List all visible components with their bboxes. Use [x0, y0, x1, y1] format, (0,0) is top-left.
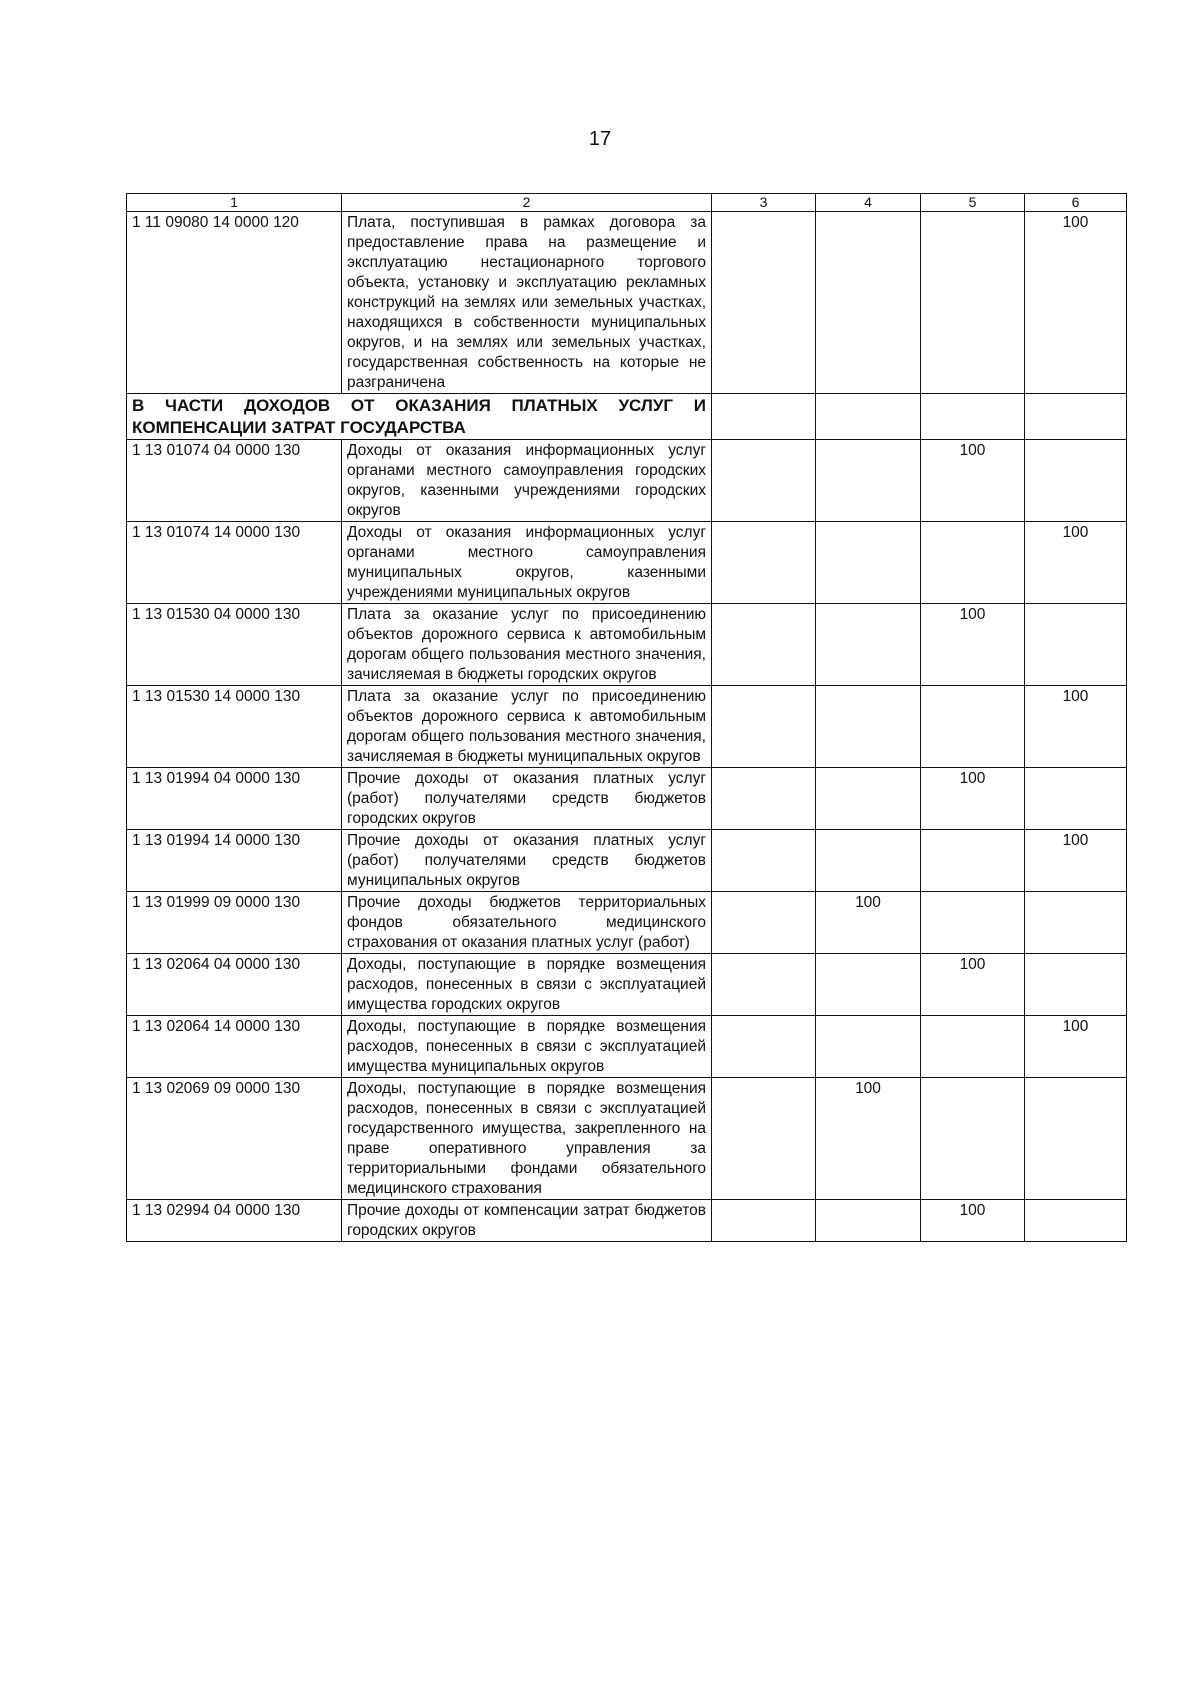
revenue-code-cell: 1 13 02994 04 0000 130 — [127, 1200, 342, 1242]
revenue-code-cell: 1 13 01999 09 0000 130 — [127, 892, 342, 954]
table-row — [127, 954, 1127, 1016]
percent-cell-c4: 100 — [816, 1078, 921, 1200]
revenue-code-cell: 1 13 01994 04 0000 130 — [127, 768, 342, 830]
percent-cell-c4 — [816, 954, 921, 1016]
column-number-4: 4 — [816, 194, 921, 212]
percent-cell-c6 — [1025, 604, 1127, 686]
column-number-6: 6 — [1025, 194, 1127, 212]
table-row — [127, 768, 1127, 830]
revenue-code-cell: 1 13 02064 04 0000 130 — [127, 954, 342, 1016]
percent-cell-c5 — [921, 522, 1025, 604]
percent-cell-c3 — [712, 604, 816, 686]
revenue-description-cell: Доходы от оказания информационных услуг органами местного самоуправления муниципальных округов, казенными учреждениями муниципальных округов — [342, 522, 712, 604]
revenue-description-cell: Прочие доходы от оказания платных услуг (работ) получателями средств бюджетов муниципальных округов — [342, 830, 712, 892]
percent-cell-c5 — [921, 686, 1025, 768]
percent-cell-c3 — [712, 1016, 816, 1078]
table-row — [127, 440, 1127, 522]
percent-cell-c6 — [1025, 892, 1127, 954]
percent-cell-c6: 100 — [1025, 212, 1127, 394]
revenue-code-cell: 1 13 01530 14 0000 130 — [127, 686, 342, 768]
percent-cell-c6: 100 — [1025, 830, 1127, 892]
table-row — [127, 830, 1127, 892]
percent-cell-c6 — [1025, 768, 1127, 830]
percent-cell-c5 — [921, 892, 1025, 954]
revenue-description-cell: Доходы от оказания информационных услуг органами местного самоуправления городских округов, казенными учреждениями городских округов — [342, 440, 712, 522]
percent-cell-c3 — [712, 522, 816, 604]
percent-cell-c5 — [921, 1078, 1025, 1200]
percent-cell-c3 — [712, 892, 816, 954]
table-row — [127, 892, 1127, 954]
revenue-description-cell: Прочие доходы от оказания платных услуг (работ) получателями средств бюджетов городских округов — [342, 768, 712, 830]
percent-cell-c3 — [712, 440, 816, 522]
revenue-code-cell: 1 13 02069 09 0000 130 — [127, 1078, 342, 1200]
revenue-description-cell: Прочие доходы от компенсации затрат бюджетов городских округов — [342, 1200, 712, 1242]
percent-cell-c4 — [816, 1200, 921, 1242]
percent-cell-c4 — [816, 1016, 921, 1078]
column-number-5: 5 — [921, 194, 1025, 212]
percent-cell-c5: 100 — [921, 768, 1025, 830]
percent-cell-c4 — [816, 830, 921, 892]
revenue-codes-table — [126, 193, 1127, 1242]
percent-cell-c6 — [1025, 440, 1127, 522]
percent-cell-c6: 100 — [1025, 686, 1127, 768]
table-row — [127, 212, 1127, 394]
column-number-row — [127, 194, 1127, 212]
section-empty-cell-c5 — [921, 394, 1025, 440]
section-empty-cell-c6 — [1025, 394, 1127, 440]
revenue-code-cell: 1 13 01074 14 0000 130 — [127, 522, 342, 604]
table-row — [127, 1200, 1127, 1242]
revenue-code-cell: 1 13 01994 14 0000 130 — [127, 830, 342, 892]
page-number: 17 — [588, 128, 612, 150]
section-empty-cell-c4 — [816, 394, 921, 440]
revenue-code-cell: 1 13 02064 14 0000 130 — [127, 1016, 342, 1078]
revenue-description-cell: Доходы, поступающие в порядке возмещения расходов, понесенных в связи с эксплуатацией государственного имущества, закрепленного на праве оперативного управления за территориальными фондами обязательного медицинского страхования — [342, 1078, 712, 1200]
percent-cell-c6 — [1025, 954, 1127, 1016]
column-number-3: 3 — [712, 194, 816, 212]
column-number-1: 1 — [127, 194, 342, 212]
column-number-2: 2 — [342, 194, 712, 212]
revenue-description-cell: Доходы, поступающие в порядке возмещения расходов, понесенных в связи с эксплуатацией имущества муниципальных округов — [342, 1016, 712, 1078]
percent-cell-c3 — [712, 830, 816, 892]
percent-cell-c5 — [921, 1016, 1025, 1078]
revenue-description-cell: Плата за оказание услуг по присоединению объектов дорожного сервиса к автомобильным дорогам общего пользования местного значения, зачисляемая в бюджеты городских округов — [342, 604, 712, 686]
percent-cell-c6 — [1025, 1200, 1127, 1242]
table-body — [127, 194, 1127, 1242]
table-row — [127, 522, 1127, 604]
percent-cell-c3 — [712, 954, 816, 1016]
percent-cell-c4 — [816, 686, 921, 768]
table-row — [127, 686, 1127, 768]
percent-cell-c5 — [921, 212, 1025, 394]
percent-cell-c3 — [712, 1078, 816, 1200]
percent-cell-c5: 100 — [921, 954, 1025, 1016]
revenue-description-cell: Доходы, поступающие в порядке возмещения расходов, понесенных в связи с эксплуатацией имущества городских округов — [342, 954, 712, 1016]
revenue-code-cell: 1 13 01530 04 0000 130 — [127, 604, 342, 686]
percent-cell-c5: 100 — [921, 440, 1025, 522]
percent-cell-c4 — [816, 604, 921, 686]
table-row — [127, 1078, 1127, 1200]
percent-cell-c4: 100 — [816, 892, 921, 954]
revenue-code-cell: 1 11 09080 14 0000 120 — [127, 212, 342, 394]
percent-cell-c3 — [712, 686, 816, 768]
section-title: В ЧАСТИ ДОХОДОВ ОТ ОКАЗАНИЯ ПЛАТНЫХ УСЛУГ И КОМПЕНСАЦИИ ЗАТРАТ ГОСУДАРСТВА — [127, 394, 712, 440]
revenue-description-cell: Плата за оказание услуг по присоединению объектов дорожного сервиса к автомобильным дорогам общего пользования местного значения, зачисляемая в бюджеты муниципальных округов — [342, 686, 712, 768]
percent-cell-c5 — [921, 830, 1025, 892]
percent-cell-c3 — [712, 1200, 816, 1242]
section-empty-cell-c3 — [712, 394, 816, 440]
revenue-description-cell: Прочие доходы бюджетов территориальных фондов обязательного медицинского страхования от оказания платных услуг (работ) — [342, 892, 712, 954]
percent-cell-c6 — [1025, 1078, 1127, 1200]
revenue-code-cell: 1 13 01074 04 0000 130 — [127, 440, 342, 522]
table-row — [127, 604, 1127, 686]
percent-cell-c4 — [816, 440, 921, 522]
percent-cell-c4 — [816, 768, 921, 830]
percent-cell-c4 — [816, 212, 921, 394]
table-row — [127, 1016, 1127, 1078]
percent-cell-c3 — [712, 768, 816, 830]
percent-cell-c6: 100 — [1025, 522, 1127, 604]
percent-cell-c6: 100 — [1025, 1016, 1127, 1078]
percent-cell-c5: 100 — [921, 1200, 1025, 1242]
revenue-description-cell: Плата, поступившая в рамках договора за предоставление права на размещение и эксплуатацию нестационарного торгового объекта, установку и эксплуатацию рекламных конструкций на землях или земельных участках, находящихся в собственности муниципальных округов, и на землях или земельных участках, государственная собственность на которые не разграничена — [342, 212, 712, 394]
percent-cell-c3 — [712, 212, 816, 394]
percent-cell-c4 — [816, 522, 921, 604]
percent-cell-c5: 100 — [921, 604, 1025, 686]
section-header-row — [127, 394, 1127, 440]
